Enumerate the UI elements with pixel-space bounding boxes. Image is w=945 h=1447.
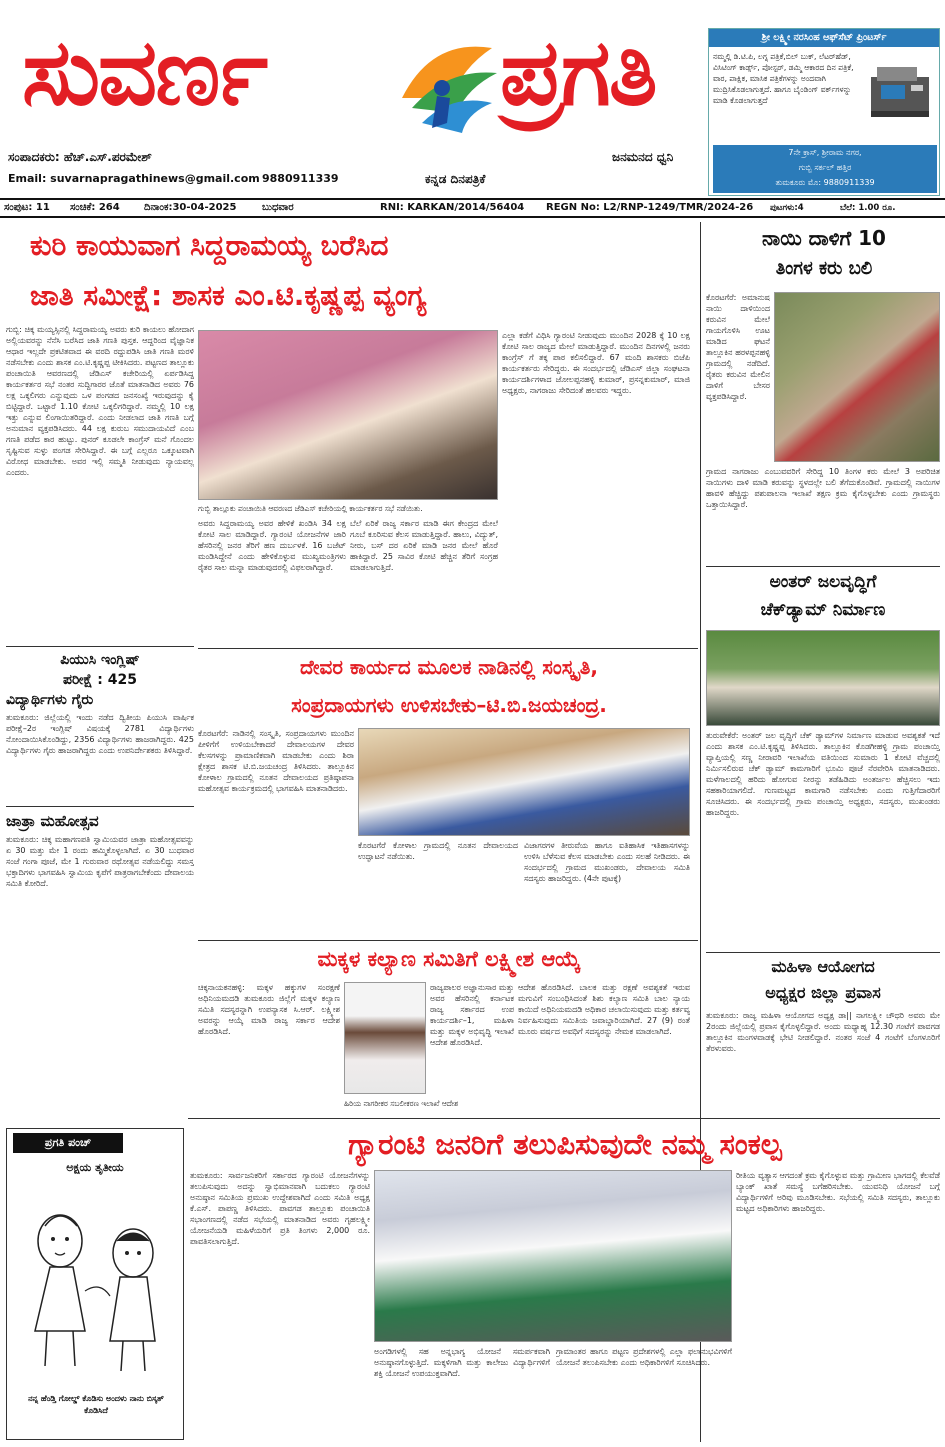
ad-address-line-3: ತುಮಕೂರು ಮೊ: 9880911339 — [775, 178, 875, 187]
devara-photo-caption: ಕೊರಟಗೆರೆ ಕೋಳಾಲ ಗ್ರಾಮದಲ್ಲಿ ನೂತನ ದೇವಾಲಯದ ಉದ್ಘಾಟನೆ ನಡೆಯಿತು. — [358, 841, 518, 861]
dog-headline-2: ತಿಂಗಳ ಕರು ಬಲಿ — [775, 258, 873, 279]
masthead-title-left: ಸುವರ್ಣ — [22, 19, 267, 126]
volume: ಸಂಪುಟ: 11 — [4, 202, 50, 213]
ad-address-line-1: 7ನೇ ಕ್ರಾಸ್, ಶ್ರೀರಾಮ ನಗರ, — [788, 148, 862, 157]
lead-photo — [198, 330, 498, 500]
editor-line: ಸಂಪಾದಕರು: ಹೆಚ್.ಎಸ್.ಪರಮೇಶ್ — [8, 150, 152, 164]
guarantee-column-2: ಅಂಗಡಿಗಳಲ್ಲಿ ಸಹ ಅನ್ನಭಾಗ್ಯ ಯೋಜನೆ ಸಮರ್ಪಕವಾಗಿ ಅನುಷ್ಠಾನಗೊಳ್ಳುತ್ತಿದೆ. ಮಕ್ಕಳಿಗಾಗಿ ಮತ್ತು ಕಾಲೇಜು ವಿದ್ಯಾರ್ಥಿಗಳಿಗೆ ಶಕ್ತಿ ಯೋಜನೆ ಉಪಯುಕ್ತವಾಗಿದೆ. — [374, 1347, 550, 1378]
issue: ಸಂಚಿಕೆ: 264 — [70, 202, 120, 213]
ad-body: ನಮ್ಮಲ್ಲಿ ಡಿ.ಟಿ.ಪಿ, ಲಗ್ನ ಪತ್ರಿಕೆ,ಬಿಲ್ ಬುಕ್, ಲೆಟರ್‌ಹೆಡ್, ವಿಸಿಟಿಂಗ್ ಕಾರ್ಡ್ಸ್, ಪೋಸ್ಟರ್, ಡಮ್ಮಿ ಆಕಾರದ ದಿನ ಪತ್ರಿಕೆ, ವಾರ, ಪಾಕ್ಷಿಕ, ಮಾಸಿಕ ಪತ್ರಿಕೆಗಳನ್ನು ಅಂದವಾಗಿ ಮುದ್ರಿಸಿಕೊಡಲಾಗುತ್ತದೆ. ಹಾಗೂ ಬೈಂಡಿಂಗ್ ವರ್ಕ್‌ಗಳನ್ನು ಮಾಡಿ ಕೊಡಲಾಗುತ್ತದೆ — [713, 52, 854, 105]
devara-photo — [358, 728, 690, 836]
cartoon-caption: ನನ್ನ ಹೆಂಡ್ತಿ ಗೋಲ್ಡ್ ಕೊಡಿಸು ಅಂದಳು ನಾನು ಬಿಸ್ಕತ್ ಕೊಡಿಸಿದೆ — [28, 1394, 164, 1415]
ad-address-box — [713, 145, 937, 193]
jatra-story-body: ತುಮಕೂರು: ಚಿಕ್ಕ ಮಹಾಗಣಪತಿ ಸ್ವಾಮಿಯವರ ಜಾತ್ರಾ ಮಹೋತ್ಸವವನ್ನು ಏ 30 ಮತ್ತು ಮೇ 1 ರಂದು ಹಮ್ಮಿಕೊಳ್ಳಲಾಗಿದೆ. ಏ 30 ಬುಧವಾರ ಸಂಜೆ ಗಂಗಾ ಪೂಜೆ, ಮೇ 1 ಗುರುವಾರ ರಥೋತ್ಸವ ನಡೆಯಲಿದ್ದು ಸಮಸ್ತ ಭಕ್ತಾದಿಗಳು ಭಾಗವಹಿಸಿ ಸ್ವಾಮಿಯ ಕೃಪೆಗೆ ಪಾತ್ರರಾಗಬೇಕೆಂದು ದೇವಾಲಯ ಸಮಿತಿ ಕೋರಿದೆ. — [6, 835, 194, 888]
lead-photo-caption: ಗುಬ್ಬಿ ತಾಲ್ಲೂಕು ಪಂಚಾಯಿತಿ ಆವರಣದ ಜೆಡಿಎಸ್ ಕಚೇರಿಯಲ್ಲಿ ಕಾರ್ಯಕರ್ತರ ಸಭೆ ನಡೆಯಿತು. — [198, 504, 423, 513]
dog-headline-1: ನಾಯಿ ದಾಳಿಗೆ 10 — [762, 226, 886, 250]
mahila-story-body: ತುಮಕೂರು: ರಾಜ್ಯ ಮಹಿಳಾ ಆಯೋಗದ ಅಧ್ಯಕ್ಷ ಡಾ|| ನಾಗಲಕ್ಷ್ಮೀ ಚೌಧರಿ ಅವರು ಮೇ 2ರಂದು ಜಿಲ್ಲೆಯಲ್ಲಿ ಪ್ರವಾಸ ಕೈಗೊಳ್ಳಲಿದ್ದಾರೆ. ಅಂದು ಮಧ್ಯಾಹ್ನ 12.30 ಗಂಟೆಗೆ ಪಾವಗಡ ತಾಲ್ಲೂಕಿನ ಮಂಗಳವಾಡಕ್ಕೆ ಭೇಟಿ ನೀಡಲಿದ್ದಾರೆ. ನಂತರ ಸಂಜೆ 4 ಗಂಟೆಗೆ ಬೆಂಗಳೂರಿಗೆ ತೆರಳುವರು. — [706, 1011, 940, 1053]
guarantee-headline: ಗ್ಯಾರಂಟಿ ಜನರಿಗೆ ತಲುಪಿಸುವುದೇ ನಮ್ಮ ಸಂಕಲ್ಪ — [348, 1127, 782, 1161]
masthead-logo-icon — [392, 28, 502, 148]
dog-story-intro: ಕೊರಟಗೆರೆ: ಅಮಾನುಷ ನಾಯಿ ದಾಳಿಯಿಂದ ಕರುವಿನ ಮೇಲೆ ಗಾಯಗೊಳಿಸಿ ಊಟ ಮಾಡಿದ ಘಟನೆ ತಾಲ್ಲೂಕಿನ ಹರಳಪ್ಪನಹಳ್ಳಿ ಗ್ರಾಮದಲ್ಲಿ ನಡೆದಿದೆ. ರೈತರು ಕರುವಿನ ಮೇಲಿನ ದಾಳಿಗೆ ಬೇಸರ ವ್ಯಕ್ತಪಡಿಸಿದ್ದಾರೆ. — [706, 293, 770, 401]
email-line: Email: suvarnapragathinews@gmail.com — [8, 172, 260, 185]
checkdam-headline-1: ಅಂತರ್ ಜಲವೃದ್ಧಿಗೆ — [769, 572, 877, 592]
lead-headline-2: ಜಾತಿ ಸಮೀಕ್ಷೆ: ಶಾಸಕ ಎಂ.ಟಿ.ಕೃಷ್ಣಪ್ಪ ವ್ಯಂಗ್ಯ — [30, 279, 427, 312]
devara-headline-2: ಸಂಪ್ರದಾಯಗಳು ಉಳಿಸಬೇಕು–ಟಿ.ಬಿ.ಜಯಚಂದ್ರ. — [291, 693, 607, 717]
makkala-column-2: ರಾಜ್ಯಪಾಲರ ಅಜ್ಞಾನುಸಾರ ಮತ್ತು ಅವರ ಹೆಸರಿನಲ್ಲಿ ಕರ್ನಾಟಕ ರಾಜ್ಯ ಸರ್ಕಾರದ ಉಪ ಕಾರ್ಯದರ್ಶಿ–1, ಮಹಿಳಾ ಮತ್ತು ಮಕ್ಕಳ ಅಭಿವೃದ್ಧಿ ಇಲಾಖೆ ಆದೇಶ ಹೊರಡಿಸಿದೆ. — [430, 983, 514, 1047]
puc-headline-2: ಪರೀಕ್ಷೆ : 425 — [63, 672, 137, 688]
printer-machine-icon — [867, 59, 935, 121]
puc-headline-1: ಪಿಯುಸಿ ಇಂಗ್ಲಿಷ್ — [60, 652, 140, 668]
lead-headline-1: ಕುರಿ ಕಾಯುವಾಗ ಸಿದ್ದರಾಮಯ್ಯ ಬರೆಸಿದ — [30, 229, 389, 262]
cartoon-box — [6, 1128, 184, 1440]
lead-column-1: ಗುಬ್ಬಿ: ಚಿಕ್ಕ ಮಯ್ಯಸ್ಸಿನಲ್ಲಿ ಸಿದ್ದರಾಮಯ್ಯ ಅವರು ಕುರಿ ಕಾಯಲು ಹೋದಾಗ ಅಲ್ಲಿಯವರನ್ನು ನೆನೆಸಿ ಬರೆಸಿದ ಜಾತಿ ಗಣತಿ ಪುಸ್ತಕ. ಆದ್ದರಿಂದ ವೈಜ್ಞಾನಿಕ ಆಧಾರ ಇಲ್ಲದೇ ಪ್ರಕಟಿತವಾದ ಈ ವರದಿ ರದ್ದುಪಡಿಸಿ ಜಾತಿ ಗಣತಿ ಮರಳಿ ನಡೆಸಬೇಕು ಎಂದು ಶಾಸಕ ಎಂ.ಟಿ.ಕೃಷ್ಣಪ್ಪ ಟೀಕಿಸಿದರು. ಪಟ್ಟಣದ ತಾಲ್ಲೂಕು ಪಂಚಾಯಿತಿ ಆವರಣದಲ್ಲಿ ಜೆಡಿಎಸ್ ಕಚೇರಿಯಲ್ಲಿ ಏರ್ಪಡಿಸಿದ್ದ ಕಾರ್ಯಕರ್ತರ ಸಭೆ ನಂತರ ಸುದ್ದಿಗಾರರ ಜೊತೆ ಮಾತನಾಡಿದ ಅವರು 76 ಲಕ್ಷ ಒಕ್ಕಲಿಗರು ಎನ್ನುವುದು ಒಳ ಪಂಗಡದ ಜನಸಂಖ್ಯೆ ಇರುವುದನ್ನು ಕೈ ಬಿಟ್ಟಿದ್ದಾರೆ. ಒಟ್ಟಾರೆ 1.10 ಕೋಟಿ ಒಕ್ಕಲಿಗರಿದ್ದಾರೆ. ನಮ್ಮಲ್ಲಿ 10 ಲಕ್ಷ ಇತ್ತು ಎನ್ನುವ ಲಿಂಗಾಯಿತರಿದ್ದಾರೆ. ಎಂದು ನೀಡಲಾದ ಜಾತಿ ಗಣತಿ ಬಗ್ಗೆ ಅನುಮಾನ ವ್ಯಕ್ತಪಡಿಸಿದರು. 44 ಲಕ್ಷ ಕುರುಬ ಸಮುದಾಯವಿದೆ ಎಂಬ ಗಣತಿ ಪಡೆದ ಕಾರ ಹುಟ್ಟು. ಪುನರ್ ಕೂಡಲೇ ಕಾಂಗ್ರೆಸ್ ಮನೆ ಗೊಂದಲ ಸೃಷ್ಟಿಸುವ ಸುಳ್ಳು ಪಂಗಡ ಸೇರಿಸಿದ್ದಾರೆ. ಈ ಬಗ್ಗೆ ಎಲ್ಲರೂ ಒಕ್ಕೂಟವಾಗಿ ವಿರೋಧ ಮಾಡಬೇಕು. ಅವರ ಇಲ್ಲಿ ಸಮ್ಮತಿ ನೀಡುವುದು ನ್ಯಾಯವಲ್ಲ ಎಂದರು. — [6, 325, 194, 477]
devara-column-2: ವಿಜಾಗರಗಳ ತೀರುವೆಯ ಹಾಗೂ ಐತಿಹಾಸಿಕ ಇತಿಹಾಸಗಳನ್ನು ಉಳಿಸಿ ಬೆಳೆಸುವ ಕೆಲಸ ಮಾಡಬೇಕು ಎಂದು ಸಲಹೆ ನೀಡಿದರು. ಈ ಸಂದರ್ಭದಲ್ಲಿ ಗ್ರಾಮದ ಮುಖಂಡರು, ದೇವಾಲಯ ಸಮಿತಿ ಸದಸ್ಯರು ಹಾಜರಿದ್ದರು. (4ನೇ ಪುಟಕ್ಕೆ) — [524, 841, 690, 883]
mahila-headline-2: ಅಧ್ಯಕ್ಷರ ಜಿಲ್ಲಾ ಪ್ರವಾಸ — [765, 983, 881, 1002]
masthead-title-right: ಪ್ರಗತಿ — [500, 19, 656, 126]
regn-number: REGN No: L2/RNP-1249/TMR/2024-26 — [546, 202, 754, 213]
masthead-subtitle: ಕನ್ನಡ ದಿನಪತ್ರಿಕೆ — [425, 172, 486, 186]
devara-column-1: ಕೊರಟಗೆರೆ: ನಾಡಿನಲ್ಲಿ ಸಂಸ್ಕೃತಿ, ಸಂಪ್ರದಾಯಗಳು ಮುಂದಿನ ಪೀಳಿಗೆಗೆ ಉಳಿಯಬೇಕಾದರೆ ದೇವಾಲಯಗಳ ದೇವರ ಕೆಲಸಗಳನ್ನು ಪ್ರಾಮಾಣಿಕವಾಗಿ ಮಾಡಬೇಕು ಎಂದು ಶಿರಾ ಕ್ಷೇತ್ರದ ಶಾಸಕ ಟಿ.ಬಿ.ಜಯಚಂದ್ರ ತಿಳಿಸಿದರು. ತಾಲ್ಲೂಕಿನ ಕೋಳಾಲ ಗ್ರಾಮದಲ್ಲಿ ನೂತನ ದೇವಾಲಯದ ಪ್ರತಿಷ್ಠಾಪನಾ ಮಹೋತ್ಸವ ಕಾರ್ಯಕ್ರಮದಲ್ಲಿ ಭಾಗವಹಿಸಿ ಮಾತನಾಡಿದರು. — [198, 729, 354, 793]
lakshmisha-portrait — [344, 982, 426, 1094]
dog-story-body: ಗ್ರಾಮದ ನಾಗರಾಜು ಎಂಬುವವರಿಗೆ ಸೇರಿದ್ದ 10 ತಿಂಗಳ ಕರು ಮೇಲೆ 3 ಅಪರಿಚಿತ ನಾಯಿಗಳು ದಾಳಿ ಮಾಡಿ ಕರುವನ್ನು ಸ್ಥಳದಲ್ಲೇ ಬಲಿ ತೆಗೆದುಕೊಂಡಿವೆ. ಗ್ರಾಮದಲ್ಲಿ ನಾಯಿಗಳ ಹಾವಳಿ ಹೆಚ್ಚಿದ್ದು ಪಶುಪಾಲನಾ ಇಲಾಖೆ ತಕ್ಷಣ ಕ್ರಮ ಕೈಗೊಳ್ಳಬೇಕು ಎಂದು ಗ್ರಾಮಸ್ಥರು ಒತ್ತಾಯಿಸಿದ್ದಾರೆ. — [706, 467, 940, 509]
date: ದಿನಾಂಕ:30-04-2025 — [144, 202, 237, 213]
checkdam-headline-2: ಚೆಕ್‌ಡ್ಯಾಮ್ ನಿರ್ಮಾಣ — [760, 600, 886, 620]
makkala-headline: ಮಕ್ಕಳ ಕಲ್ಯಾಣ ಸಮಿತಿಗೆ ಲಕ್ಷ್ಮೀಶ ಆಯ್ಕೆ — [317, 947, 581, 971]
price: ಬೆಲೆ: 1.00 ರೂ. — [840, 203, 896, 213]
cartoon-title: ಅಕ್ಷಯ ತೃತೀಯ — [66, 1161, 124, 1174]
guarantee-column-3: ಗ್ರಾಮಾಂತರ ಹಾಗೂ ಪಟ್ಟಣ ಪ್ರದೇಶಗಳಲ್ಲಿ ಎಲ್ಲಾ ಫಲಾನುಭವಿಗಳಿಗೆ ಯೋಜನೆ ತಲುಪಿಸಬೇಕು ಎಂದು ಅಧಿಕಾರಿಗಳಿಗೆ ಸೂಚಿಸಿದರು. — [556, 1347, 732, 1367]
puc-story-body: ತುಮಕೂರು: ಜಿಲ್ಲೆಯಲ್ಲಿ ಇಂದು ನಡೆದ ದ್ವಿತೀಯ ಪಿಯುಸಿ ವಾರ್ಷಿಕ ಪರೀಕ್ಷೆ–2ರ ಇಂಗ್ಲಿಷ್ ವಿಷಯಕ್ಕೆ 2781 ವಿದ್ಯಾರ್ಥಿಗಳು ನೋಂದಾಯಿಸಿಕೊಂಡಿದ್ದು, 2356 ವಿದ್ಯಾರ್ಥಿಗಳು ಹಾಜರಾಗಿದ್ದರು. 425 ವಿದ್ಯಾರ್ಥಿಗಳು ಗೈರು ಹಾಜರಾಗಿದ್ದರು ಎಂದು ಉಪನಿರ್ದೇಶಕರು ತಿಳಿಸಿದ್ದಾರೆ. — [6, 713, 194, 755]
makkala-column-3: ಆದೇಶ ಹೊರಡಿಸಿದೆ. ಬಾಲಕ ಮತ್ತು ರಕ್ಷಣೆ ಅವಶ್ಯಕತೆ ಇರುವ ಮಗುವಿಗೆ ಸಂಬಂಧಿಸಿದಂತೆ ಶಿಶು ಕಲ್ಯಾಣ ಸಮಿತಿ ಬಾಲ ನ್ಯಾಯ ಕಾಯಿದೆ ಅಧಿನಿಯಮದಡಿ ಅಧಿಕಾರ ಚಲಾಯಿಸುವುದು ಮತ್ತು ಕರ್ತವ್ಯ ನಿರ್ವಹಿಸುವುದು ಸಮಿತಿಯ ಜವಾಬ್ದಾರಿಯಾಗಿದೆ. 27 (9) ರಂತೆ ಮೂರು ವರ್ಷದ ಅವಧಿಗೆ ಸದಸ್ಯರನ್ನು ನೇಮಕ ಮಾಡಲಾಗಿದೆ. — [518, 983, 690, 1036]
mahila-headline-1: ಮಹಿಳಾ ಆಯೋಗದ — [771, 957, 875, 976]
checkdam-photo — [706, 630, 940, 726]
guarantee-column-1: ತುಮಕೂರು: ಸಾರ್ವಜನಿಕರಿಗೆ ಸರ್ಕಾರದ ಗ್ಯಾರಂಟಿ ಯೋಜನೆಗಳನ್ನು ತಲುಪಿಸುವುದು ಅದನ್ನು ಸ್ವಾಭಿಮಾನವಾಗಿ ಬದುಕಲು ಗ್ಯಾರಂಟಿ ಅನುಷ್ಠಾನ ಸಮಿತಿಯ ಪ್ರಮುಖ ಉದ್ದೇಶವಾಗಿದೆ ಎಂದು ಸಮಿತಿ ಅಧ್ಯಕ್ಷ ಕೆ.ಎಸ್. ಪಾಪಣ್ಣ ತಿಳಿಸಿದರು. ಪಾವಗಡ ತಾಲ್ಲೂಕು ಪಂಚಾಯಿತಿ ಸಭಾಂಗಣದಲ್ಲಿ ನಡೆದ ಸಭೆಯಲ್ಲಿ ಮಾತನಾಡಿದ ಅವರು ಗೃಹಲಕ್ಷ್ಮೀ ಯೋಜನೆಯಡಿ ಮಹಿಳೆಯರಿಗೆ ಪ್ರತಿ ತಿಂಗಳು 2,000 ರೂ. ಪಾವತಿಸಲಾಗುತ್ತಿದೆ. — [190, 1171, 370, 1246]
masthead — [0, 0, 705, 200]
cartoon-label: ಪ್ರಗತಿ ಪಂಚ್ — [13, 1133, 123, 1153]
guarantee-column-4: ರೀತಿಯ ವ್ಯತ್ಯಾಸ ಆಗದಂತೆ ಕ್ರಮ ಕೈಗೊಳ್ಳುವ ಮತ್ತು ಗ್ರಾಮೀಣ ಭಾಗದಲ್ಲಿ ಕೆಲವೆಡೆ ಬ್ಯಾಂಕ್ ಖಾತೆ ಸಮಸ್ಯೆ ಬಗೆಹರಿಸಬೇಕು. ಯುವನಿಧಿ ಯೋಜನೆ ಬಗ್ಗೆ ವಿದ್ಯಾರ್ಥಿಗಳಿಗೆ ಅರಿವು ಮೂಡಿಸಬೇಕು. ಸಭೆಯಲ್ಲಿ ಸಮಿತಿ ಸದಸ್ಯರು, ತಾಲ್ಲೂಕು ಮಟ್ಟದ ಅಧಿಕಾರಿಗಳು ಹಾಜರಿದ್ದರು. — [736, 1171, 940, 1213]
guarantee-photo — [374, 1170, 732, 1342]
rni-number: RNI: KARKAN/2014/56404 — [380, 202, 525, 213]
lead-column-2: ಅವರು ಸಿದ್ದರಾಮಯ್ಯ ಅವರ ಹೇಳಿಕೆ ಖಂಡಿಸಿ 34 ಲಕ್ಷ ಕೋಟಿ ಸಾಲ ಮಾಡಿದ್ದಾರೆ. ಗ್ಯಾರಂಟಿ ಯೋಜನೆಗಳ ಜಾರಿ ಹೆಸರಿನಲ್ಲಿ ಜನರ ತೆರಿಗೆ ಹಣ ದುರ್ಬಳಕೆ. 16 ಬಜೆಟ್ ಮಂಡಿಸಿದ್ದೇನೆ ಎಂದು ಹೇಳಿಕೊಳ್ಳುವ ಮುಖ್ಯಮಂತ್ರಿಗಳು ರೈತರ ಸಾಲ ಮನ್ನಾ ಮಾಡುವುದರಲ್ಲಿ ವಿಫಲರಾಗಿದ್ದಾರೆ. — [198, 519, 346, 572]
printer-advertisement — [708, 28, 940, 196]
ad-address-line-2: ಗುಬ್ಬಿ ಸರ್ಕಲ್ ಹತ್ತಿರ — [798, 163, 852, 172]
checkdam-story-body: ತುರುವೇಕೆರೆ: ಅಂತರ್ ಜಲ ವೃದ್ಧಿಗೆ ಚೆಕ್ ಡ್ಯಾಮ್‌ಗಳ ನಿರ್ಮಾಣ ಮಾಡುವ ಅವಶ್ಯಕತೆ ಇದೆ ಎಂದು ಶಾಸಕ ಎಂ.ಟಿ.ಕೃಷ್ಣಪ್ಪ ತಿಳಿಸಿದರು. ತಾಲ್ಲೂಕಿನ ಕೊಡಗೀಹಳ್ಳಿ ಗ್ರಾಮ ಪಂಚಾಯ್ತಿ ವ್ಯಾಪ್ತಿಯಲ್ಲಿ ಸಣ್ಣ ನೀರಾವರಿ ಇಲಾಖೆಯ ವತಿಯಿಂದ ಸುಮಾರು 1 ಕೋಟಿ ವೆಚ್ಚದಲ್ಲಿ ನಿರ್ಮಿಸಲಿರುವ ಚೆಕ್ ಡ್ಯಾಮ್ ಕಾಮಗಾರಿಗೆ ಭೂಮಿ ಪೂಜೆ ನೆರವೇರಿಸಿ ಮಾತನಾಡಿದರು. ಮಳೆಗಾಲದಲ್ಲಿ ಹರಿದು ಹೋಗುವ ನೀರನ್ನು ತಡೆಹಿಡಿದು ಅಂತರ್ಜಲ ಹೆಚ್ಚಿಸಲು ಇದು ಸಹಕಾರಿಯಾಗಲಿದೆ. ಗುಣಮಟ್ಟದ ಕಾಮಗಾರಿ ನಡೆಸಬೇಕು ಎಂದು ಗುತ್ತಿಗೆದಾರರಿಗೆ ಸೂಚಿಸಿದರು. ಈ ಸಂದರ್ಭದಲ್ಲಿ ಗ್ರಾಮ ಪಂಚಾಯ್ತಿ ಅಧ್ಯಕ್ಷರು, ಸದಸ್ಯರು, ಮುಖಂಡರು ಹಾಜರಿದ್ದರು. — [706, 731, 940, 817]
lead-column-3: ಬೆಲೆ ಏರಿಕೆ ರಾಜ್ಯ ಸರ್ಕಾರ ಮಾಡಿ ಈಗ ಕೇಂದ್ರದ ಮೇಲೆ ಗೂಬೆ ಕೂರಿಸುವ ಕೆಲಸ ಮಾಡುತ್ತಿದ್ದಾರೆ. ಹಾಲು, ವಿದ್ಯುತ್, ನೀರು, ಬಸ್ ದರ ಏರಿಕೆ ಮಾಡಿ ಜನರ ಮೇಲೆ ಹೊರೆ ಹಾಕಿದ್ದಾರೆ. 25 ಸಾವಿರ ಕೋಟಿ ಹೆಚ್ಚಿನ ತೆರಿಗೆ ಸಂಗ್ರಹ ಮಾಡಲಾಗುತ್ತಿದೆ. — [350, 519, 498, 572]
page-count: ಪುಟಗಳು:4 — [770, 203, 804, 213]
dog-photo — [774, 292, 940, 462]
cartoon-illustration-icon — [15, 1181, 175, 1381]
makkala-photo-caption: ಹಿರಿಯ ನಾಗರೀಕರ ಸಬಲೀಕರಣ ಇಲಾಖೆ ಆದೇಶ — [344, 1099, 459, 1108]
tagline: ಜನಮನದ ಧ್ವನಿ — [612, 150, 674, 164]
ad-title: ಶ್ರೀ ಲಕ್ಷ್ಮೀ ನರಸಿಂಹ ಆಫ್‌ಸೆಟ್ ಪ್ರಿಂಟರ್ಸ್ — [709, 29, 939, 47]
jatra-headline: ಜಾತ್ರಾ ಮಹೋತ್ಸವ — [6, 812, 99, 830]
lead-column-4: ಎಲ್ಲಾ ಕಡೆಗೆ ವಿಧಿಸಿ ಗ್ಯಾರಂಟಿ ನೀಡುವುದು ಮುಂದಿನ 2028 ಕ್ಕೆ 10 ಲಕ್ಷ ಕೋಟಿ ಸಾಲ ರಾಜ್ಯದ ಮೇಲೆ ಮಾಡುತ್ತಿದ್ದಾರೆ. ಮುಂದಿನ ದಿನಗಳಲ್ಲಿ ಜನರು ಕಾಂಗ್ರೆಸ್ ಗೆ ತಕ್ಕ ಪಾಠ ಕಲಿಸಲಿದ್ದಾರೆ. 67 ಮಂದಿ ಶಾಸಕರು ಬಿಜೆಪಿ ಕಾರ್ಯಕರ್ತರು ಸೇರಿದ್ದರು. ಈ ಸಂದರ್ಭದಲ್ಲಿ ಜೆಡಿಎಸ್ ಜಿಲ್ಲಾ ಸಂಘಟನಾ ಕಾರ್ಯದರ್ಶಿಗಳಾದ ಜೋಲಪ್ಪನಹಳ್ಳಿ ಕುಮಾರ್, ಪ್ರಸನ್ನಕುಮಾರ್, ಮಾಜಿ ಅಧ್ಯಕ್ಷರು, ನಾಗರಾಜು ಸೇರಿದಂತೆ ಹಲವರು ಇದ್ದರು. — [502, 331, 690, 395]
dateline-bar — [0, 198, 945, 218]
makkala-column-1: ಚಿಕ್ಕನಾಯಕನಹಳ್ಳಿ: ಮಕ್ಕಳ ಹಕ್ಕುಗಳ ಸಂರಕ್ಷಣೆ ಅಧಿನಿಯಮದಡಿ ತುಮಕೂರು ಜಿಲ್ಲೆಗೆ ಮಕ್ಕಳ ಕಲ್ಯಾಣ ಸಮಿತಿ ಸದಸ್ಯರನ್ನಾಗಿ ಉಪನ್ಯಾಸಕ ಸಿ.ಆರ್. ಲಕ್ಷ್ಮೀಶ ಅವರನ್ನು ಆಯ್ಕೆ ಮಾಡಿ ರಾಜ್ಯ ಸರ್ಕಾರ ಆದೇಶ ಹೊರಡಿಸಿದೆ. — [198, 983, 340, 1036]
puc-headline-3: ವಿದ್ಯಾರ್ಥಿಗಳು ಗೈರು — [6, 692, 94, 708]
phone-number: 9880911339 — [262, 172, 339, 185]
weekday: ಬುಧವಾರ — [262, 202, 294, 213]
devara-headline-1: ದೇವರ ಕಾರ್ಯದ ಮೂಲಕ ನಾಡಿನಲ್ಲಿ ಸಂಸ್ಕೃತಿ, — [300, 655, 598, 679]
